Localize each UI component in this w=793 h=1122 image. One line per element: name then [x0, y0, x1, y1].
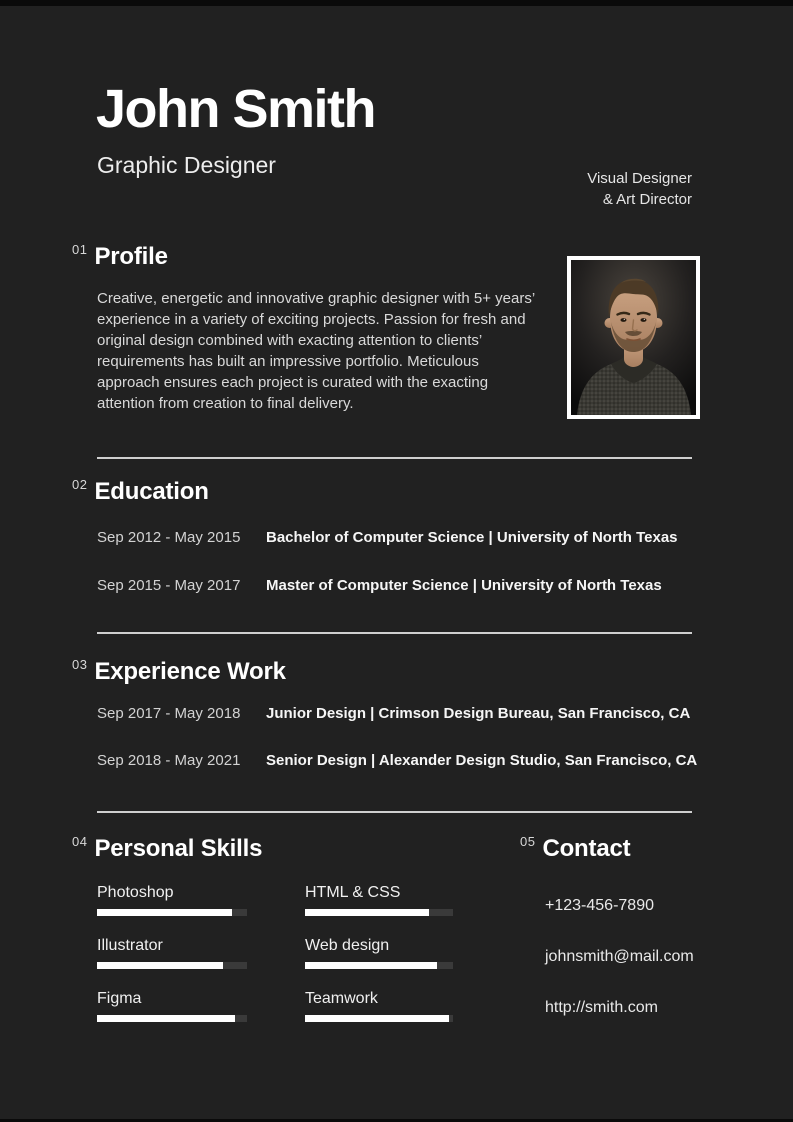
skill-bar-fill — [305, 1015, 449, 1022]
skill-name: Figma — [97, 990, 142, 1007]
education-entry-detail: Bachelor of Computer Science | University of North Texas — [266, 529, 678, 546]
experience-section-title: Experience Work — [94, 658, 286, 685]
skill-photoshop — [97, 884, 247, 916]
tagline-line-1: Visual Designer — [587, 170, 692, 187]
education-section-heading — [72, 478, 209, 506]
profile-section-heading — [72, 243, 168, 271]
skill-bar-track — [305, 1015, 453, 1022]
divider-education-experience — [97, 632, 692, 634]
contact-email[interactable]: johnsmith@mail.com — [545, 948, 694, 965]
education-entry-2 — [97, 577, 662, 594]
skill-name: Illustrator — [97, 937, 163, 954]
skill-bar-track — [305, 962, 453, 969]
tagline — [587, 168, 692, 210]
skill-name: Photoshop — [97, 884, 174, 901]
education-entry-detail: Master of Computer Science | University of North Texas — [266, 577, 662, 594]
divider-experience-skills — [97, 811, 692, 813]
skills-section-number: 04 — [72, 834, 88, 849]
contact-list — [545, 897, 694, 1050]
skill-bar-fill — [305, 909, 429, 916]
experience-entry-detail: Junior Design | Crimson Design Bureau, San Francisco, CA — [266, 705, 691, 722]
education-entry-dates: Sep 2012 - May 2015 — [97, 529, 241, 546]
page-top-edge — [0, 0, 793, 6]
skill-bar-track — [97, 909, 247, 916]
divider-profile-education — [97, 457, 692, 459]
skill-web-design — [305, 937, 453, 969]
education-entry-1 — [97, 529, 678, 546]
skill-name: Teamwork — [305, 990, 378, 1007]
skill-bar-fill — [97, 909, 232, 916]
profile-section-number: 01 — [72, 242, 88, 257]
skill-figma — [97, 990, 247, 1022]
experience-entry-2 — [97, 752, 697, 769]
skill-teamwork — [305, 990, 453, 1022]
skill-html-css — [305, 884, 453, 916]
skill-bar-fill — [97, 962, 223, 969]
contact-section-heading — [520, 835, 630, 863]
profile-summary-text: Creative, energetic and innovative graphic designer with 5+ years’ experience in a variety of exciting projects. Passion for fresh and original design combined with exacting attention to clients’ requirements has built an impressive portfolio. Meticulous approach ensures each project is curated with the exacting attention from creation to final delivery. — [97, 290, 535, 412]
contact-phone: +123-456-7890 — [545, 897, 654, 914]
education-section-number: 02 — [72, 477, 88, 492]
contact-website[interactable]: http://smith.com — [545, 999, 658, 1016]
profile-photo — [567, 256, 700, 419]
experience-section-heading — [72, 658, 286, 686]
skill-illustrator — [97, 937, 247, 969]
contact-section-title: Contact — [542, 835, 631, 862]
experience-entry-dates: Sep 2017 - May 2018 — [97, 705, 241, 722]
experience-entry-1 — [97, 705, 690, 722]
education-section-title: Education — [94, 478, 209, 505]
skill-name: Web design — [305, 937, 390, 954]
skills-column-1 — [97, 884, 247, 1043]
experience-section-number: 03 — [72, 657, 88, 672]
skill-bar-track — [305, 909, 453, 916]
skills-section-title: Personal Skills — [94, 835, 263, 862]
profile-section-title: Profile — [94, 243, 168, 270]
tagline-line-2: & Art Director — [602, 191, 692, 208]
skill-bar-fill — [97, 1015, 235, 1022]
person-name: John Smith — [96, 79, 375, 139]
portrait-illustration — [571, 260, 696, 415]
experience-entry-detail: Senior Design | Alexander Design Studio, San Francisco, CA — [266, 752, 698, 769]
contact-section-number: 05 — [520, 834, 536, 849]
education-entry-dates: Sep 2015 - May 2017 — [97, 577, 241, 594]
skill-bar-track — [97, 1015, 247, 1022]
skill-bar-track — [97, 962, 247, 969]
skills-column-2 — [305, 884, 453, 1043]
skills-section-heading — [72, 835, 262, 863]
experience-entry-dates: Sep 2018 - May 2021 — [97, 752, 241, 769]
skill-name: HTML & CSS — [305, 884, 401, 901]
job-title: Graphic Designer — [97, 152, 276, 178]
skill-bar-fill — [305, 962, 437, 969]
